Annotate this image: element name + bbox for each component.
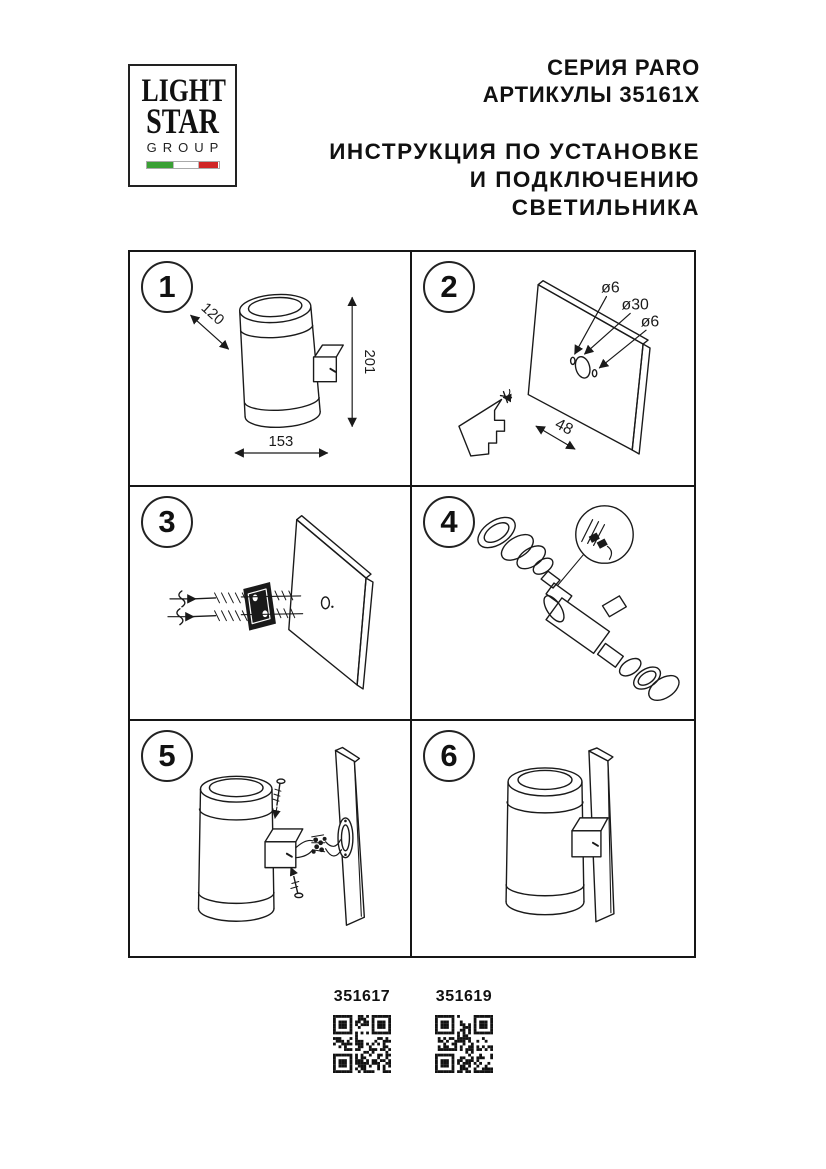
lightstar-logo bbox=[128, 64, 237, 187]
lamp-cylinder bbox=[237, 292, 321, 430]
screw-direction-icon bbox=[168, 591, 196, 625]
hole-label-2: ø30 bbox=[621, 296, 649, 314]
step-number: 3 bbox=[158, 503, 176, 539]
step-number: 2 bbox=[440, 269, 458, 304]
series-title: СЕРИЯ PARO bbox=[547, 55, 700, 80]
wires bbox=[296, 835, 342, 858]
article-number-label: 351617 bbox=[333, 988, 391, 1005]
articles-title: АРТИКУЛЫ 35161X bbox=[482, 82, 700, 107]
step-number-badge bbox=[423, 730, 475, 782]
instruction-title-line1: ИНСТРУКЦИЯ ПО УСТАНОВКЕ bbox=[329, 139, 700, 164]
step-2-cell bbox=[412, 252, 694, 487]
flag-red-segment bbox=[199, 162, 219, 168]
instruction-title bbox=[280, 138, 700, 222]
trim-ring-top bbox=[473, 511, 521, 554]
step-number: 6 bbox=[440, 738, 458, 774]
document-header bbox=[280, 54, 700, 222]
qr-block-351619 bbox=[424, 988, 504, 1073]
step-number: 4 bbox=[440, 503, 458, 539]
lamp-top bbox=[530, 555, 559, 588]
steps-grid bbox=[128, 250, 696, 958]
logo-word-group: GROUP bbox=[146, 140, 225, 155]
step-number: 5 bbox=[158, 738, 176, 774]
qr-code bbox=[333, 1015, 391, 1073]
trim-ring-bottom bbox=[630, 662, 665, 693]
step-6-cell bbox=[412, 721, 694, 956]
step-5-cell bbox=[130, 721, 412, 956]
logo-word-star: STAR bbox=[146, 101, 219, 141]
screw-bottom bbox=[291, 868, 303, 898]
step-number-badge bbox=[141, 496, 193, 548]
retaining-ring-bottom bbox=[644, 670, 683, 705]
article-number-label: 351619 bbox=[435, 988, 493, 1005]
screw-lower bbox=[190, 608, 303, 620]
lamp-cylinder bbox=[199, 777, 274, 922]
hole-spacing-label: 48 bbox=[552, 415, 576, 439]
flag-green-segment bbox=[147, 162, 174, 168]
dim-width: 153 bbox=[268, 434, 294, 451]
italian-flag-bar bbox=[146, 161, 220, 169]
lamp-housing-body bbox=[540, 592, 626, 653]
lamp-bottom bbox=[616, 655, 643, 680]
hole-label-3: ø6 bbox=[640, 313, 660, 331]
drill-template-tool bbox=[459, 390, 511, 456]
flag-white-segment bbox=[173, 162, 199, 168]
dim-height: 201 bbox=[361, 349, 378, 375]
step-number-badge bbox=[423, 261, 475, 313]
step-number-badge bbox=[141, 730, 193, 782]
drill-holes bbox=[571, 355, 597, 380]
mounting-box bbox=[265, 829, 303, 868]
wall-panel bbox=[289, 515, 373, 688]
step-1-cell bbox=[130, 252, 412, 487]
screw-top bbox=[273, 779, 285, 818]
hole-label-1: ø6 bbox=[601, 279, 620, 297]
qr-code bbox=[435, 1015, 493, 1073]
step-number: 1 bbox=[158, 269, 176, 304]
step-number-badge bbox=[423, 496, 475, 548]
step-number-badge bbox=[141, 261, 193, 313]
step-3-cell bbox=[130, 487, 412, 722]
mounting-box bbox=[314, 345, 344, 382]
dim-diameter: 120 bbox=[197, 300, 227, 329]
qr-block-351617 bbox=[322, 988, 402, 1073]
step-4-cell bbox=[412, 487, 694, 722]
instruction-title-line2: И ПОДКЛЮЧЕНИЮ СВЕТИЛЬНИКА bbox=[469, 167, 700, 220]
wiring-detail-circle bbox=[558, 505, 633, 584]
socket-tube-bottom bbox=[598, 643, 624, 667]
wall-hole bbox=[321, 597, 333, 609]
logo-word-light: LIGHT bbox=[141, 73, 226, 109]
mounting-bracket bbox=[243, 582, 276, 631]
